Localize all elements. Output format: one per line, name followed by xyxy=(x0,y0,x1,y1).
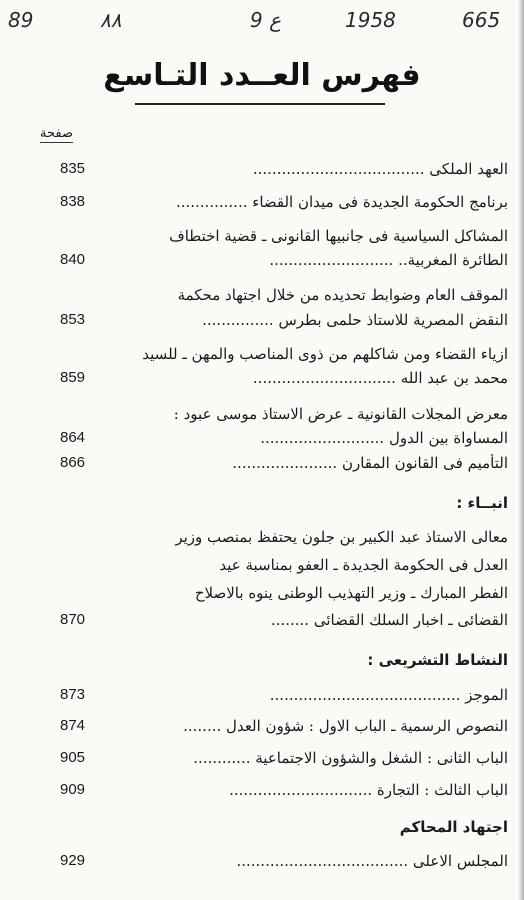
toc-entry: برنامج الحكومة الجديدة فى ميدان القضاء ............... xyxy=(175,193,508,211)
toc-page-number: 870 xyxy=(60,611,86,628)
toc-page-number: 873 xyxy=(60,686,86,703)
section-heading-courts: اجتهاد المحاكم xyxy=(399,818,508,836)
handwritten-year: 1958 xyxy=(345,8,396,32)
handwritten-number-left: 89 xyxy=(8,8,34,32)
toc-page-number: 835 xyxy=(60,160,86,177)
toc-subentry: المساواة بين الدول .......................... xyxy=(260,429,508,447)
toc-page-number: 840 xyxy=(60,251,86,268)
handwritten-number-mid1: ٨٨ xyxy=(100,8,122,32)
toc-entry: الموقف العام وضوابط تحديده من خلال اجتهاد محكمة xyxy=(177,286,508,304)
handwritten-issue-mark: ع 9 xyxy=(250,8,282,32)
toc-entry: النصوص الرسمية ـ الباب الاول : شؤون العدل ........ xyxy=(183,717,508,735)
toc-page-number: 905 xyxy=(60,749,86,766)
news-line: معالى الاستاذ عبد الكبير بن جلون يحتفظ بمنصب وزير xyxy=(175,528,508,546)
toc-entry: العهد الملكى .................................... xyxy=(252,160,508,178)
toc-entry-continued: الطائرة المغربية.. .......................... xyxy=(269,251,508,269)
news-line: العدل فى الحكومة الجديدة ـ العفو بمناسبة عيد xyxy=(219,556,508,574)
news-line: الفطر المبارك ـ وزير التهذيب الوطنى ينوه بالاصلاح xyxy=(194,584,508,602)
page-title: فهرس العــدد التـاسع xyxy=(103,58,421,93)
page-edge-shadow xyxy=(518,0,524,900)
title-underline xyxy=(135,103,385,105)
handwritten-page-number: 665 xyxy=(462,8,501,32)
toc-entry: الباب الثانى : الشغل والشؤون الاجتماعية ............ xyxy=(193,749,508,767)
toc-page-number: 864 xyxy=(60,429,86,446)
toc-entry: الباب الثالث : التجارة .............................. xyxy=(229,781,508,799)
toc-page-number: 866 xyxy=(60,454,86,471)
toc-page-number: 929 xyxy=(60,852,86,869)
toc-entry-continued: محمد بن عبد الله .............................. xyxy=(252,369,508,387)
section-heading-legislative: النشاط التشريعى : xyxy=(367,651,508,669)
toc-page-number: 909 xyxy=(60,781,86,798)
toc-entry: ازياء القضاء ومن شاكلهم من ذوى المناصب والمهن ـ للسيد xyxy=(142,345,508,363)
toc-subentry: التأميم فى القانون المقارن ...................... xyxy=(232,454,508,472)
section-heading-news: انبــاء : xyxy=(456,494,508,512)
toc-entry: المجلس الاعلى .................................... xyxy=(236,852,508,870)
toc-page-number: 859 xyxy=(60,369,86,386)
toc-entry: الموجز ........................................ xyxy=(269,686,508,704)
toc-entry: معرض المجلات القانونية ـ عرض الاستاذ موسى عبود : xyxy=(173,405,508,423)
toc-page-number: 838 xyxy=(60,193,86,210)
toc-page-number: 853 xyxy=(60,311,86,328)
toc-page-number: 874 xyxy=(60,717,86,734)
page-column-label: صفحة xyxy=(40,126,73,141)
toc-entry-continued: النقض المصرية للاستاذ حلمى بطرس ............... xyxy=(202,311,508,329)
news-line: القضائى ـ اخبار السلك القضائى ........ xyxy=(270,611,508,629)
toc-entry: المشاكل السياسية فى جانبيها القانونى ـ قضية اختطاف xyxy=(169,227,508,245)
